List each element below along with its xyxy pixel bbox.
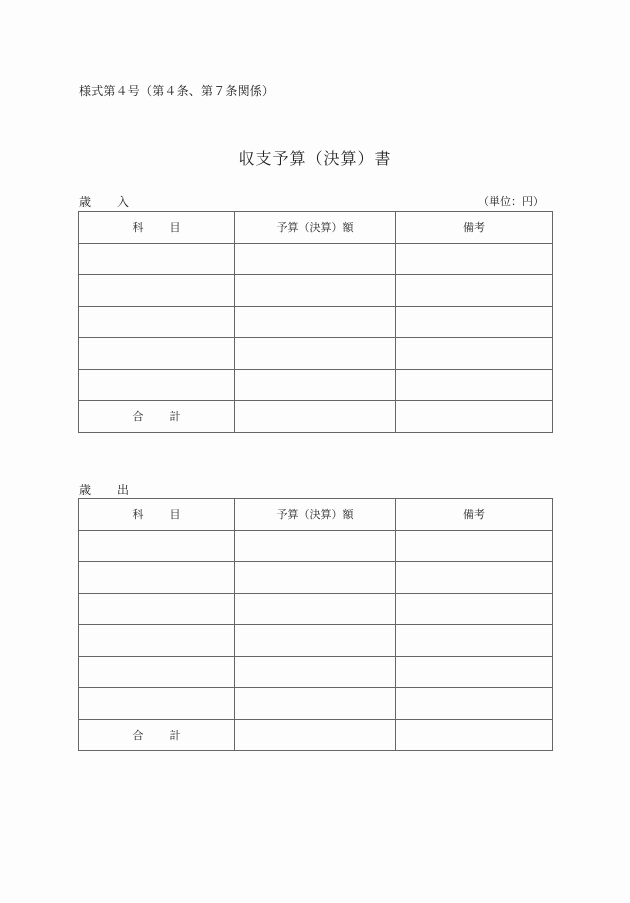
expense-table — [78, 498, 553, 751]
item-cell[interactable] — [79, 338, 235, 370]
amount-cell[interactable] — [235, 530, 396, 562]
total-amount-cell[interactable] — [235, 719, 396, 751]
item-cell[interactable] — [79, 656, 235, 688]
note-cell[interactable] — [396, 338, 553, 370]
item-cell[interactable] — [79, 369, 235, 401]
expense-label-b: 出 — [117, 483, 130, 497]
total-label: 合 計 — [79, 401, 235, 433]
table-row — [79, 593, 553, 625]
note-cell[interactable] — [396, 562, 553, 594]
income-table — [78, 211, 553, 433]
item-cell[interactable] — [79, 688, 235, 720]
item-cell[interactable] — [79, 593, 235, 625]
item-cell[interactable] — [79, 275, 235, 307]
note-cell[interactable] — [396, 369, 553, 401]
header-item: 科 目 — [79, 499, 235, 531]
note-cell[interactable] — [396, 530, 553, 562]
amount-cell[interactable] — [235, 338, 396, 370]
item-cell[interactable] — [79, 562, 235, 594]
expense-section-label — [79, 481, 129, 498]
document-title: 収支予算（決算）書 — [238, 149, 392, 168]
header-note: 備考 — [396, 499, 553, 531]
note-cell[interactable] — [396, 656, 553, 688]
table-row — [79, 338, 553, 370]
table-row — [79, 562, 553, 594]
table-row — [79, 306, 553, 338]
amount-cell[interactable] — [235, 625, 396, 657]
amount-cell[interactable] — [235, 593, 396, 625]
note-cell[interactable] — [396, 243, 553, 275]
income-total-row — [79, 401, 553, 433]
total-note-cell[interactable] — [396, 401, 553, 433]
header-note: 備考 — [396, 212, 553, 244]
income-header-row — [79, 212, 553, 244]
unit-label: （単位：円） — [478, 195, 544, 208]
header-item: 科 目 — [79, 212, 235, 244]
table-row — [79, 688, 553, 720]
expense-header-row — [79, 499, 553, 531]
table-row — [79, 625, 553, 657]
item-cell[interactable] — [79, 243, 235, 275]
amount-cell[interactable] — [235, 306, 396, 338]
income-label-b: 入 — [117, 195, 130, 209]
table-row — [79, 243, 553, 275]
expense-label-a: 歳 — [79, 483, 92, 497]
note-cell[interactable] — [396, 593, 553, 625]
note-cell[interactable] — [396, 625, 553, 657]
note-cell[interactable] — [396, 688, 553, 720]
amount-cell[interactable] — [235, 656, 396, 688]
item-cell[interactable] — [79, 306, 235, 338]
table-row — [79, 369, 553, 401]
amount-cell[interactable] — [235, 369, 396, 401]
income-label-a: 歳 — [79, 195, 92, 209]
table-row — [79, 656, 553, 688]
note-cell[interactable] — [396, 275, 553, 307]
header-amount: 予算（決算）額 — [235, 212, 396, 244]
amount-cell[interactable] — [235, 243, 396, 275]
total-note-cell[interactable] — [396, 719, 553, 751]
item-cell[interactable] — [79, 625, 235, 657]
header-amount: 予算（決算）額 — [235, 499, 396, 531]
table-row — [79, 275, 553, 307]
amount-cell[interactable] — [235, 562, 396, 594]
expense-total-row — [79, 719, 553, 751]
form-number: 様式第４号（第４条、第７条関係） — [79, 84, 275, 98]
amount-cell[interactable] — [235, 688, 396, 720]
table-row — [79, 530, 553, 562]
total-label: 合 計 — [79, 719, 235, 751]
amount-cell[interactable] — [235, 275, 396, 307]
note-cell[interactable] — [396, 306, 553, 338]
total-amount-cell[interactable] — [235, 401, 396, 433]
item-cell[interactable] — [79, 530, 235, 562]
income-section-label — [79, 193, 129, 210]
